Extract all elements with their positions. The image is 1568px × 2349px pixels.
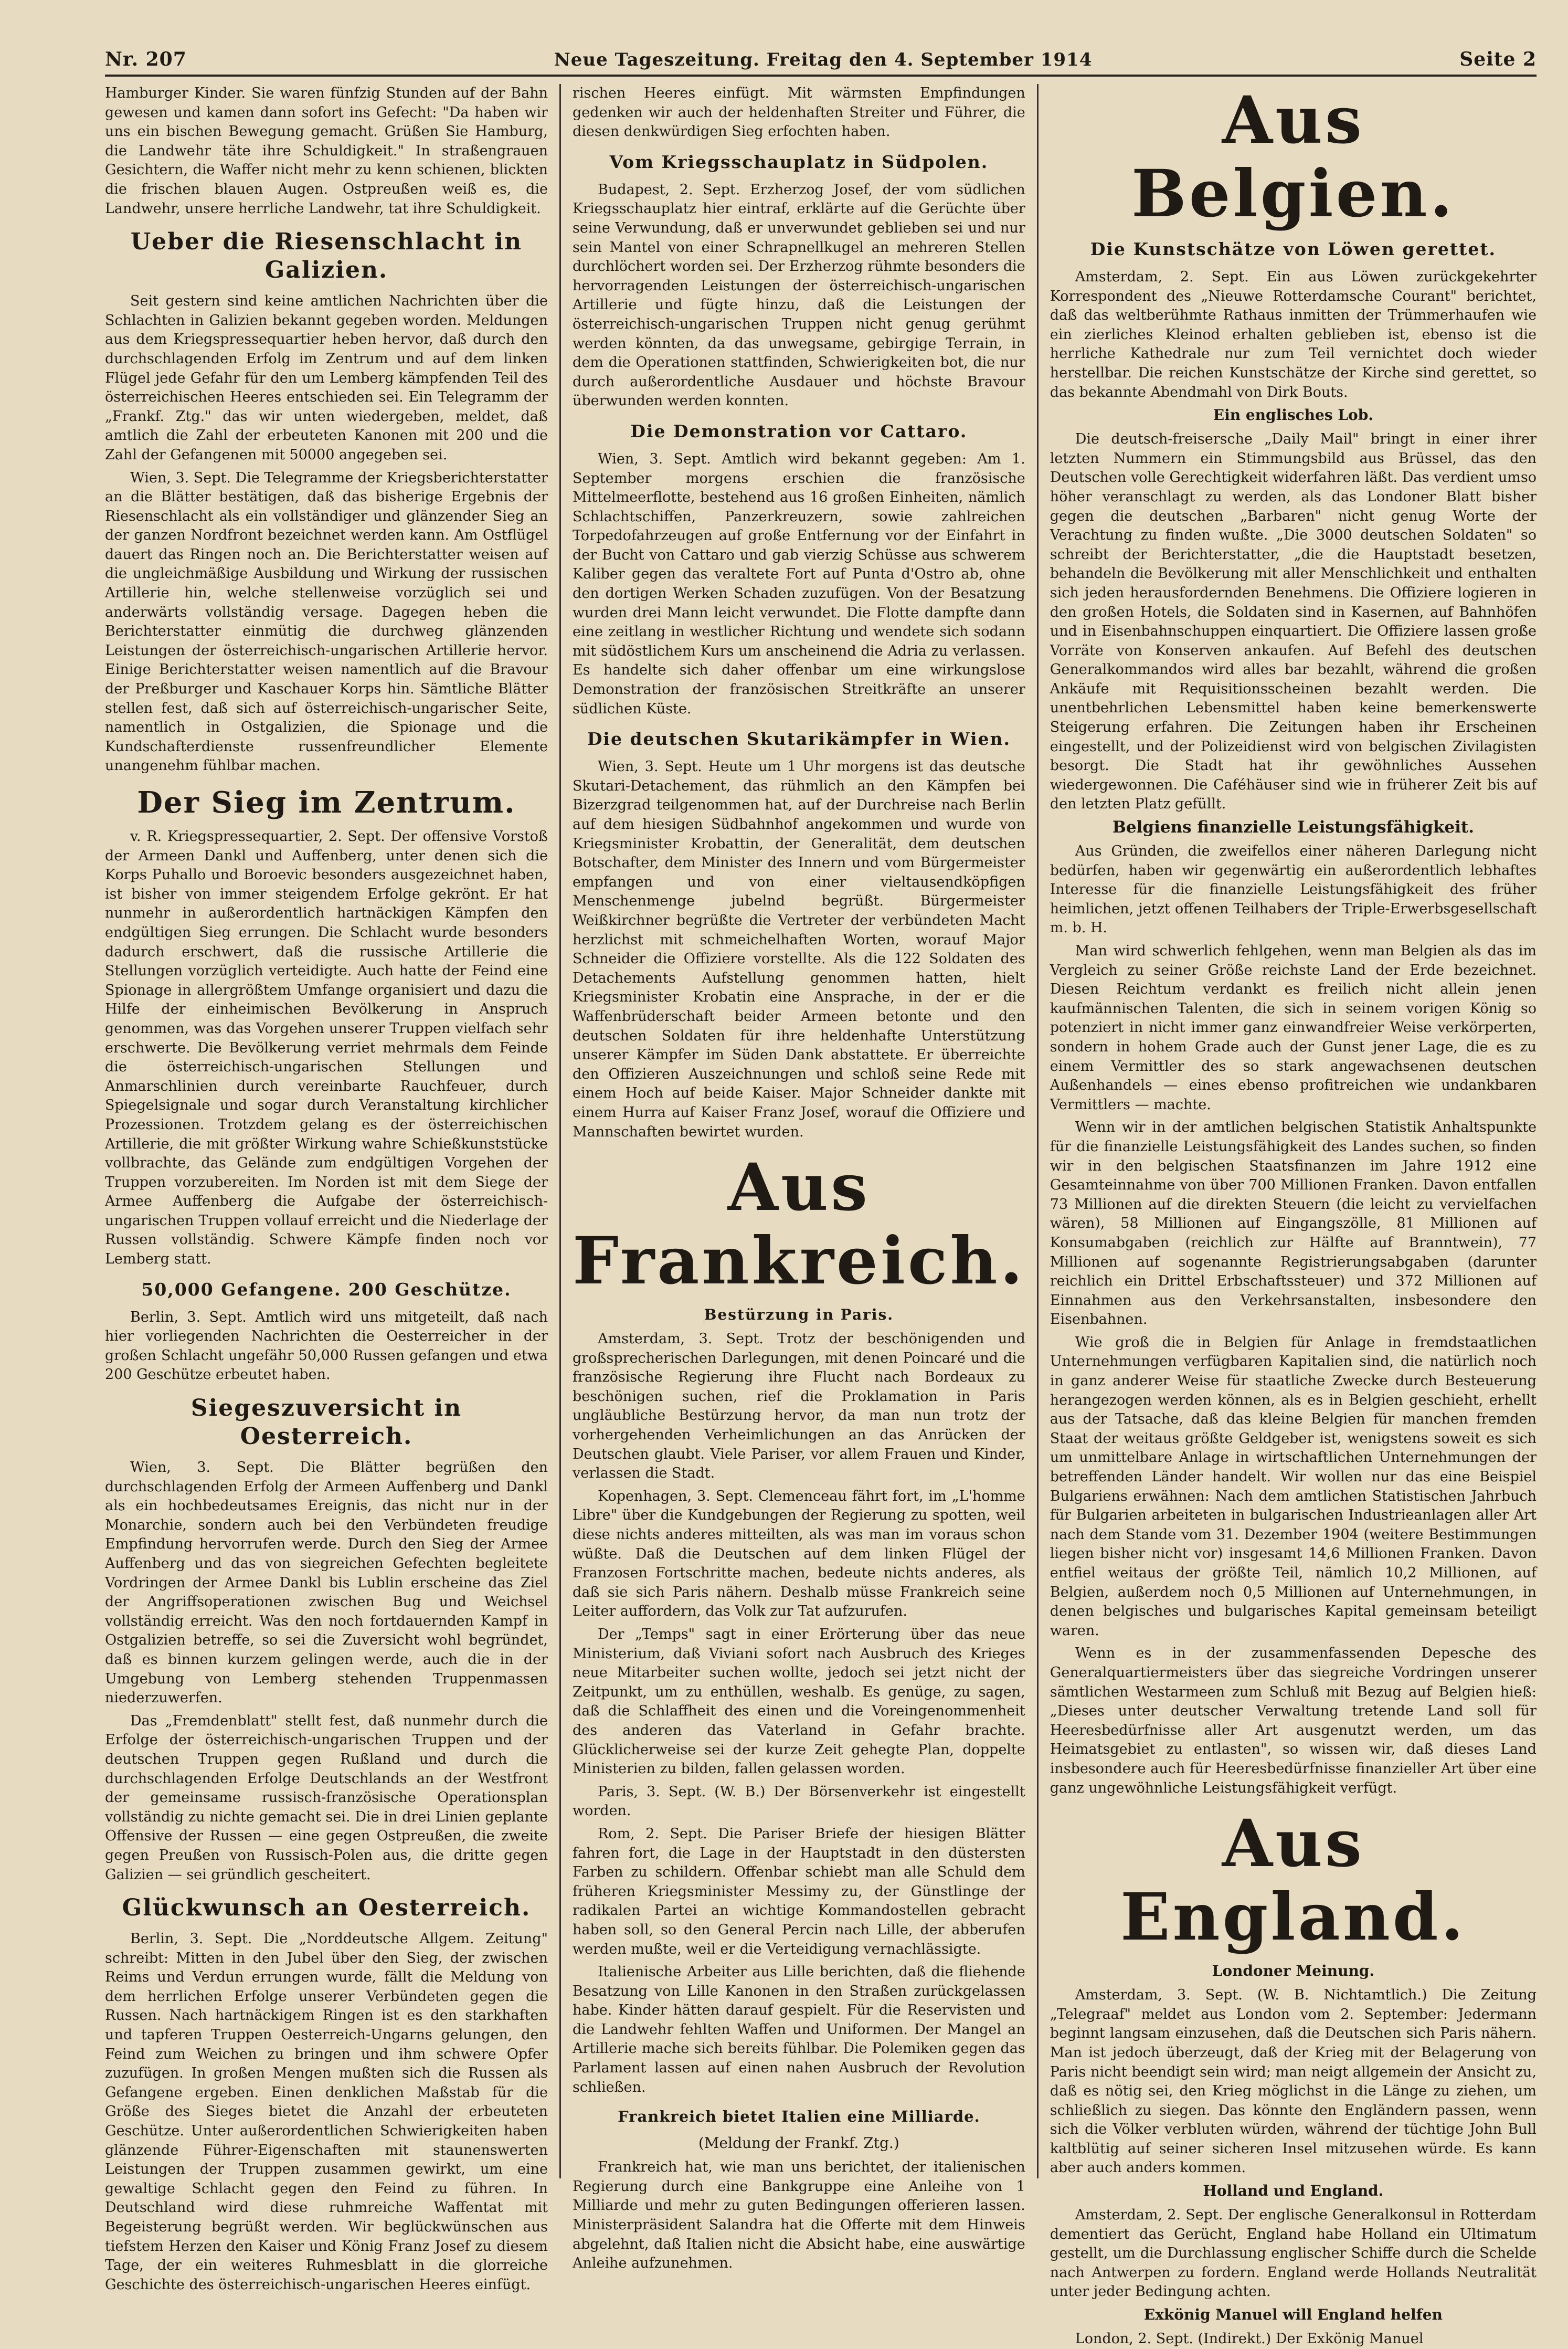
column-2	[559, 84, 1037, 2272]
subheading-lob: Ein englisches Lob.	[1213, 406, 1374, 424]
headline-milliarde: Frankreich bietet Italien eine Milliarde.	[618, 2108, 980, 2126]
headline-aus-belgien: Aus Belgien.	[1131, 82, 1455, 232]
masthead	[105, 38, 1537, 77]
headline-aus-england: Aus England.	[1120, 1806, 1466, 1956]
subheadline-kunstschaetze: Die Kunstschätze von Löwen gerettet.	[1090, 239, 1497, 259]
article-text: rischen Heeres einfügt. Mit wärmsten Empfindungen gedenken wir auch der heldenhaften Streiter und Führer, die diesen denkwürdigen Sieg erfochten haben.	[573, 85, 1025, 140]
article-text: Wie groß die in Belgien für Anlage in fremdstaatlichen Unternehmungen verfügbaren Kapitalien sind, die natürlich noch in ganz anderer Weise für staatliche Zwecke durch Besteuerung herangezogen werden können, als es in Belgien geschieht, erhellt aus der Tatsache, daß das kleine Belgien für manchen fremden Staat der weitaus größte Geldgeber ist, wenigstens soweit es sich um unmittelbare Anlage in wirtschaftlichen Unternehmungen der betreffenden Länder handelt. Wir wollen nur das eine Beispiel Bulgariens erwähnen: Nach dem amtlichen Statistischen Jahrbuch für Bulgarien arbeiteten in bulgarischen Industrieanlagen aller Art nach dem Stande vom 31. Dezember 1904 (weitere Bestimmungen liegen bisher nicht vor) insgesamt 14,6 Millionen Franken. Davon entfiel weitaus der größte Teil, nämlich 10,2 Millionen, auf Belgien, außerdem noch 0,5 Millionen auf Unternehmungen, in denen belgisches und bulgarisches Kapital gemeinsam beteiligt waren.	[1050, 1334, 1537, 1639]
article-text: Man wird schwerlich fehlgehen, wenn man Belgien als das im Vergleich zu seiner Größe reichste Land der Erde bezeichnet. Diesen Reichtum verdankt es freilich nicht allein jenen kaufmännischen Talenten, die sich in seinem vorigen König so potenziert in nicht immer ganz einwandfreier Weise verkörperten, sondern in hohem Grade auch der Gunst jener Lage, die es zu einem Vermittler des so stark angewachsenen deutschen Außenhandels — eines ebenso profitreichen wie undankbaren Vermittlers — machte.	[1050, 943, 1537, 1113]
article-text: Wien, 3. Sept. Die Telegramme der Kriegsberichterstatter an die Blätter bestätigen, daß das bisherige Ergebnis der Riesenschlacht als ein vollständiger und glänzender Sieg an der ganzen Nordfront bezeichnet werden kann. Am Ostflügel dauert das Ringen noch an. Die Berichterstatter weisen auf die ungleichmäßige Ausbildung und Wirkung der russischen Artillerie hin, welche stellenweise vorzüglich sei und anderwärts vollständig versage. Dagegen heben die Berichterstatter einmütig die durchweg glänzenden Leistungen der österreichisch-ungarischen Artillerie hervor. Einige Berichterstatter weisen namentlich auf die Bravour der Preßburger und Kaschauer Korps hin. Sämtliche Blätter stellen fest, daß sich auf österreichisch-ungarischer Seite, namentlich in Ostgalizien, die Spionage und die Kundschafterdienste russenfreundlicher Elemente unangenehm fühlbar machen.	[105, 469, 548, 774]
article-text: Frankreich hat, wie man uns berichtet, der italienischen Regierung durch eine Bankgruppe eine Anleihe von 1 Milliarde und mehr zu guten Bedingungen offerieren lassen. Ministerpräsident Salandra hat die Offerte mit dem Hinweis abgelehnt, daß Italien nicht die Absicht habe, eine auswärtige Anleihe aufzunehmen.	[573, 2159, 1025, 2272]
article-text: Italienische Arbeiter aus Lille berichten, daß die fliehende Besatzung von Lille Kanonen in den Straßen zurückgelassen habe. Kinder hätten darauf gespielt. Für die Reservisten und die Landwehr fehlten Waffen und Uniformen. Der Mangel an Artillerie mache sich bereits fühlbar. Die Polemiken gegen das Parlament lassen auf einen nahen Ausbruch der Revolution schließen.	[573, 1964, 1025, 2095]
subheading-holland: Holland und England.	[1203, 2182, 1384, 2200]
headline-suedpolen: Vom Kriegsschauplatz in Südpolen.	[609, 151, 989, 172]
column-1	[105, 84, 559, 2293]
article-text: Wien, 3. Sept. Amtlich wird bekannt gegeben: Am 1. September morgens erschien die französische Mittelmeerflotte, bestehend aus 16 großen Einheiten, nämlich Schlachtschiffen, Panzerkreuzern, sowie zahlreichen Torpedofahrzeugen auf große Entfernung vor der Einfahrt in der Bucht von Cattaro und gab vierzig Schüsse aus schwerem Kaliber gegen das veraltete Fort auf Punta d'Ostro ab, ohne den dortigen Werken Schaden zuzufügen. Von der Besatzung wurden drei Mann leicht verwundet. Die Flotte dampfte dann eine zeitlang in westlicher Richtung und wendete sich sodann mit südöstlichem Kurs um anscheinend die Adria zu verlassen. Es handelte sich daher offenbar um eine wirkungslose Demonstration der französischen Streitkräfte an unserer südlichen Küste.	[573, 450, 1025, 717]
article-text: Aus Gründen, die zweifellos einer näheren Darlegung nicht bedürfen, haben wir gegenwärtig ein außerordentlich lebhaftes Interesse für die finanzielle Leistungsfähigkeit des früher heimlichen, jetzt offenen Teilhabers der Triple-Erwerbsgesellschaft m. b. H.	[1050, 843, 1537, 936]
headline-skutari: Die deutschen Skutarikämpfer in Wien.	[587, 729, 1011, 750]
headline-galizien: Ueber die Riesenschlacht in Galizien.	[130, 228, 523, 284]
headline-zuversicht: Siegeszuversicht in Oesterreich.	[190, 1395, 462, 1450]
article-text: Wenn wir in der amtlichen belgischen Statistik Anhaltspunkte für die finanzielle Leistungsfähigkeit des Landes suchen, so finden wir in den belgischen Staatsfinanzen im Jahre 1912 eine Gesamteinnahme von über 700 Millionen Franken. Davon entfallen 73 Millionen auf die direkten Steuern (die leicht zu vervielfachen wären), 58 Millionen auf Eingangszölle, 81 Millionen auf Konsumabgaben (reichlich zur Hälfte auf Branntwein), 77 Millionen auf sogenannte Registrierungsabgaben (darunter reichlich ein Drittel Erbschaftssteuer) und 372 Millionen auf Einnahmen aus den Verkehrsanstalten, insbesondere den Eisenbahnen.	[1050, 1119, 1537, 1328]
article-text: Berlin, 3. Sept. Amtlich wird uns mitgeteilt, daß nach hier vorliegenden Nachrichten die Oesterreicher in der großen Schlacht ungefähr 50,000 Russen gefangen und etwa 200 Geschütze erbeutet haben.	[105, 1309, 548, 1383]
article-text: v. R. Kriegspressequartier, 2. Sept. Der offensive Vorstoß der Armeen Dankl und Auffenberg, unter denen sich die Korps Puhallo und Boroevic besonders ausgezeichnet haben, ist bisher von immer steigendem Erfolge gekrönt. Er hat nunmehr in außerordentlich hartnäckigen Kämpfen den endgültigen Sieg errungen. Die Schlacht wurde besonders dadurch erschwert, daß die russische Artillerie die Stellungen vorzüglich verteidigte. Auch hatte der Feind eine Spionage in allergrößtem Umfange organisiert und dazu die Hilfe der einheimischen Bevölkerung in Anspruch genommen, was das Vorgehen unserer Truppen vielfach sehr erschwerte. Die Bevölkerung verriet mehrmals dem Feinde die österreichisch-ungarischen Stellungen und Anmarschlinien durch vereinbarte Rauchfeuer, durch Spiegelsignale und sogar durch Veranstaltung kirchlicher Prozessionen. Trotzdem gelang es der österreichischen Artillerie, die mit größter Wirkung wahre Schießkunststücke vollbrachte, das Gelände zum endgültigen Vorgehen der Truppen vorzubereiten. Im Norden ist mit dem Siege der Armee Auffenberg die Aufgabe der österreichisch-ungarischen Truppen vollauf erreicht und die Niederlage der Russen vollständig. Schwere Kämpfe finden noch vor Lemberg statt.	[105, 828, 548, 1268]
article-text: Budapest, 2. Sept. Erzherzog Josef, der vom südlichen Kriegsschauplatz hier eintraf, erklärte auf die Gerüchte über seine Verwundung, daß er unverwundet geblieben sei und nur sein Mantel von einer Schrapnellkugel an mehreren Stellen durchlöchert worden sei. Der Erzherzog rühmte besonders die hervorragenden Leistungen der österreichisch-ungarischen Artillerie und fügte hinzu, daß die Leistungen der österreichisch-ungarischen Truppen nicht genug gerühmt werden könnten, da das unwegsame, gebirgige Terrain, in dem die Operationen stattfinden, Schwierigkeiten bot, die nur durch außerordentliche Ausdauer und höchste Bravour überwunden werden konnten.	[573, 181, 1025, 409]
article-text: Amsterdam, 2. Sept. Ein aus Löwen zurückgekehrter Korrespondent des „Nieuwe Rotterdamsche Courant" berichtet, daß das weltberühmte Rathaus inmitten der Trümmerhaufen wie ein zierliches Kleinod erhalten geblieben ist, ebenso ist die herrliche Kathedrale nur zum Teil vernichtet doch wieder herstellbar. Die reichen Kunstschätze der Kirche sind gerettet, so das bekannte Abendmahl von Dirk Bouts.	[1050, 269, 1537, 401]
headline-aus-frankreich: Aus Frankreich.	[573, 1150, 1025, 1300]
subheading-londoner-meinung: Londoner Meinung.	[1212, 1962, 1375, 1980]
headline-zentrum: Der Sieg im Zentrum.	[137, 785, 516, 820]
columns	[105, 82, 1537, 2347]
article-text: Der „Temps" sagt in einer Erörterung über das neue Ministerium, daß Viviani sofort nach Ausbruch des Krieges neue Mitarbeiter suchen wollte, jedoch sei jetzt nicht der Zeitpunkt, um zu enthüllen, weshalb. Es genüge, zu sagen, daß die Schlaffheit des einen und die Voreingenommenheit des anderen das Vaterland in Gefahr brachte. Glücklicherweise sei der kurze Zeit gehegte Plan, doppelte Ministerien zu bilden, fallen gelassen worden.	[573, 1626, 1025, 1777]
article-text: Das „Fremdenblatt" stellt fest, daß nunmehr durch die Erfolge der österreichisch-ungarischen Truppen und der deutschen Truppen gegen Rußland und durch die durchschlagenden Erfolge Deutschlands an der Westfront der gemeinsame russisch-französische Operationsplan vollständig zu nichte gemacht sei. Die in drei Linien geplante Offensive der Russen — eine gegen Ostpreußen, die zweite gegen Preußen von Russisch-Polen aus, die dritte gegen Galizien — sei gründlich gescheitert.	[105, 1712, 548, 1883]
article-text: Kopenhagen, 3. Sept. Clemenceau fährt fort, im „L'homme Libre" über die Kundgebungen der Regierung zu spotten, weil diese nichts anderes mitteilten, als was man im voraus schon wüßte. Daß die Deutschen auf dem linken Flügel der Franzosen Fortschritte machen, bedeute nichts anderes, als daß sie sich Paris nähern. Deshalb müsse Frankreich seine Leiter auffordern, das Volk zur Tat aufzurufen.	[573, 1488, 1025, 1620]
article-text: Hamburger Kinder. Sie waren fünfzig Stunden auf der Bahn gewesen und kamen dann sofort ins Gefecht: "Da haben wir uns ein bischen Bewegung gemacht. Grüßen Sie Hamburg, die Landwehr täte ihre Schuldigkeit." In straßengrauen Gesichtern, die Waffer nicht mehr zu kenn schienen, blickten die frischen blauen Augen. Ostpreußen weiß es, die Landwehr, unsere herrliche Landwehr, tat ihre Schuldigkeit.	[105, 85, 548, 217]
article-text: Wien, 3. Sept. Heute um 1 Uhr morgens ist das deutsche Skutari-Detachement, das rühmlich an den Kämpfen bei Bizerzgrad teilgenommen hat, auf der Durchreise nach Berlin auf dem hiesigen Südbahnhof angekommen und wurde von Kriegsminister Krobattin, der Generalität, dem deutschen Botschafter, dem Minister des Innern und vom Bürgermeister empfangen und von einer vieltausendköpfigen Menschenmenge jubelnd begrüßt. Bürgermeister Weißkirchner begrüßte die Vertreter der verbündeten Macht herzlichst mit schmeichelhaften Worten, worauf Major Schneider die Offiziere vorstellte. Als die 122 Soldaten des Detachements Aufstellung genommen hatten, hielt Kriegsminister Krobatin eine Ansprache, in der er die Waffenbrüderschaft beider Armeen betonte und den deutschen Soldaten für ihre heldenhafte Unterstützung unserer Kämpfer im Süden Dank abstattete. Er überreichte den Offizieren Auszeichnungen und schloß seine Rede mit einem Hoch auf beide Kaiser. Major Schneider dankte mit einem Hurra auf Kaiser Franz Josef, worauf die Offiziere und Mannschaften bewirtet wurden.	[573, 759, 1025, 1140]
headline-glueckwunsch: Glückwunsch an Oesterreich.	[122, 1894, 531, 1922]
page-number: Seite 2	[1459, 48, 1537, 70]
subheading-finanz: Belgiens finanzielle Leistungsfähigkeit.	[1112, 818, 1475, 837]
subheading-manuel: Exkönig Manuel will England helfen	[1143, 2306, 1443, 2324]
headline-cattaro: Die Demonstration vor Cattaro.	[630, 420, 968, 441]
article-text: Wenn es in der zusammenfassenden Depesche des Generalquartiermeisters über das siegreiche Vordringen unserer sämtlichen Westarmeen zum Schluß mit Bezug auf Belgien hieß: „Dieses unter deutscher Verwaltung tretende Land soll für Heeresbedürfnisse aller Art ausgenutzt werden, um das Heimatsgebiet zu entlasten", so wissen wir, daß dieses Land insbesondere auch für Heeresbedürfnisse finanzieller Art über eine ganz ungewöhnliche Leistungsfähigkeit verfügt.	[1050, 1645, 1537, 1796]
article-text: Amsterdam, 2. Sept. Der englische Generalkonsul in Rotterdam dementiert das Gerücht, England habe Holland ein Ultimatum gestellt, um die Durchlassung englischer Schiffe durch die Schelde nach Antwerpen zu fordern. England werde Hollands Neutralität unter jeder Bedingung achten.	[1050, 2207, 1537, 2300]
article-text: London, 2. Sept. (Indirekt.) Der Exkönig Manuel	[1075, 2331, 1424, 2347]
article-text: Die deutsch-freisersche „Daily Mail" bringt in einer ihrer letzten Nummern ein Stimmungsbild aus Brüssel, das den Deutschen volle Gerechtigkeit widerfahren läßt. Das verdient umso höher veranschlagt zu werden, als das Londoner Blatt bisher gegen die deutschen „Barbaren" nicht genug Worte der Verachtung zu finden wußte. „Die 3000 deutschen Soldaten" so schreibt der Berichterstatter, „die die Hauptstadt besetzen, behandeln die Bevölkerung mit aller Menschlichkeit und enthalten sich jeden herausfordernden Benehmens. Die Offiziere logieren in den großen Hotels, die Soldaten sind in Kasernen, auf Bahnhöfen und in Eisenbahnschuppen einquartiert. Die Offiziere lassen große Vorräte von Konserven ankaufen. Auf Befehl des deutschen Generalkommandos wird alles bar bezahlt, während die großen Ankäufe mit Requisitionsscheinen bezahlt werden. Die unentbehrlichen Lebensmittel haben keine bemerkenswerte Steigerung erfahren. Die Zeitungen haben ihr Erscheinen eingestellt, und der Polizeidienst wird von belgischen Zivilagisten besorgt. Die Stadt hat ihr gewöhnliches Aussehen wiedergewonnen. Die Caféhäuser sind wie in früherer Zeit bis auf den letzten Platz gefüllt.	[1050, 431, 1537, 813]
newspaper-title: Neue Tageszeitung. Freitag den 4. September 1914	[554, 49, 1093, 70]
article-text: Seit gestern sind keine amtlichen Nachrichten über die Schlachten in Galizien bekannt gegeben worden. Meldungen aus dem Kriegspressequartier heben hervor, daß durch den durchschlagenden Erfolg im Zentrum und auf dem linken Flügel jede Gefahr für den um Lemberg kämpfenden Teil des österreichischen Heeres entschieden sei. Ein Telegramm der „Frankf. Ztg." das wir unten wiedergeben, meldet, daß amtlich die Zahl der erbeuteten Kanonen mit 200 und die Zahl der Gefangenen mit 50000 angegeben sei.	[105, 293, 548, 463]
headline-gefangene: 50,000 Gefangene. 200 Geschütze.	[141, 1279, 512, 1300]
article-text: Wien, 3. Sept. Die Blätter begrüßen den durchschlagenden Erfolg der Armeen Auffenberg und Dankl als ein hochbedeutsames Ereignis, das nicht nur in der Monarchie, sondern auch bei den Verbündeten freudige Empfindung hervorrufen werde. Durch den Sieg der Armee Auffenberg und das von siegreichen Gefechten begleitete Vordringen der Armee Dankl bis Lublin erscheine das Ziel der Angriffsoperationen zwischen Bug und Weichsel vollständig erreicht. Was den noch fortdauernden Kampf in Ostgalizien betreffe, so sei die Zuversicht wohl begründet, daß es binnen kurzem gelingen werde, auch die in der Umgebung von Lemberg stehenden Truppenmassen niederzuwerfen.	[105, 1459, 548, 1707]
article-text: Rom, 2. Sept. Die Pariser Briefe der hiesigen Blätter fahren fort, die Lage in der Hauptstadt in den düstersten Farben zu schildern. Offenbar schiebt man alle Schuld dem früheren Kriegsminister Messimy zu, der Günstlinge der radikalen Partei an wichtige Kommandostellen gebracht haben soll, so den General Percin nach Lille, der abberufen werden mußte, weil er die Verteidigung vernachlässigte.	[573, 1825, 1025, 1957]
subheading-paris: Bestürzung in Paris.	[704, 1306, 894, 1324]
article-text: Berlin, 3. Sept. Die „Norddeutsche Allgem. Zeitung" schreibt: Mitten in den Jubel über den Sieg, der zwischen Reims und Verdun errungen wurde, fällt die Meldung von dem herrlichen Erfolge unserer Verbündeten gegen die Russen. Nach hartnäckigem Ringen ist es den starkhaften und tapferen Truppen Oesterreich-Ungarns gelungen, den Feind zum Weichen zu bringen und ihm schwere Opfer zuzufügen. In großen Mengen mußten sich die Russen als Gefangene ergeben. Einen denklichen Maßstab für die Größe des Sieges bietet die Anzahl der erbeuteten Geschütze. Unter außerordentlichen Schwierigkeiten haben glänzende Führer-Eigenschaften mit staunenswerten Leistungen der Truppen zusammen gewirkt, um eine gewaltige Schlacht gegen den Feind zu führen. In Deutschland wird diese ruhmreiche Waffentat mit Begeisterung begrüßt werden. Wir beglückwünschen aus tiefstem Herzen den Kaiser und König Franz Josef zu diesem Tage, der ein weiteres Ruhmesblatt in die glorreiche Geschichte des österreichisch-ungarischen Heeres einfügt.	[105, 1931, 548, 2293]
issue-number: Nr. 207	[105, 48, 187, 70]
article-text: Amsterdam, 3. Sept. (W. B. Nichtamtlich.) Die Zeitung „Telegraaf" meldet aus London vom 2. September: Jedermann beginnt langsam einzusehen, daß die Deutschen sich Paris nähern. Man ist jedoch überzeugt, daß der Krieg mit der Belagerung von Paris nicht beendigt sein wird; man neigt allgemein der Ansicht zu, daß es nötig sei, den Krieg möglichst in die Länge zu ziehen, um schließlich zu siegen. Das könnte den Engländern passen, wenn sich die Völker verbluten würden, während der tüchtige John Bull kaltblütig auf seiner sicheren Insel mitzusehen würde. Es kann aber auch anders kommen.	[1050, 1987, 1537, 2176]
article-text: Amsterdam, 3. Sept. Trotz der beschönigenden und großsprecherischen Darlegungen, mit denen Poincaré und die französische Regierung ihre Flucht nach Bordeaux zu beschönigen suchen, rief die Proklamation in Paris ungläubliche Bestürzung hervor, da man nun trotz der vorhergehenden Verheimlichungen an das Anrücken der Deutschen glaubt. Viele Pariser, vor allem Frauen und Kinder, verlassen die Stadt.	[573, 1331, 1025, 1482]
subheading-meldung: (Meldung der Frankf. Ztg.)	[698, 2134, 899, 2152]
article-text: Paris, 3. Sept. (W. B.) Der Börsenverkehr ist eingestellt worden.	[573, 1783, 1025, 1819]
column-3	[1037, 82, 1537, 2347]
